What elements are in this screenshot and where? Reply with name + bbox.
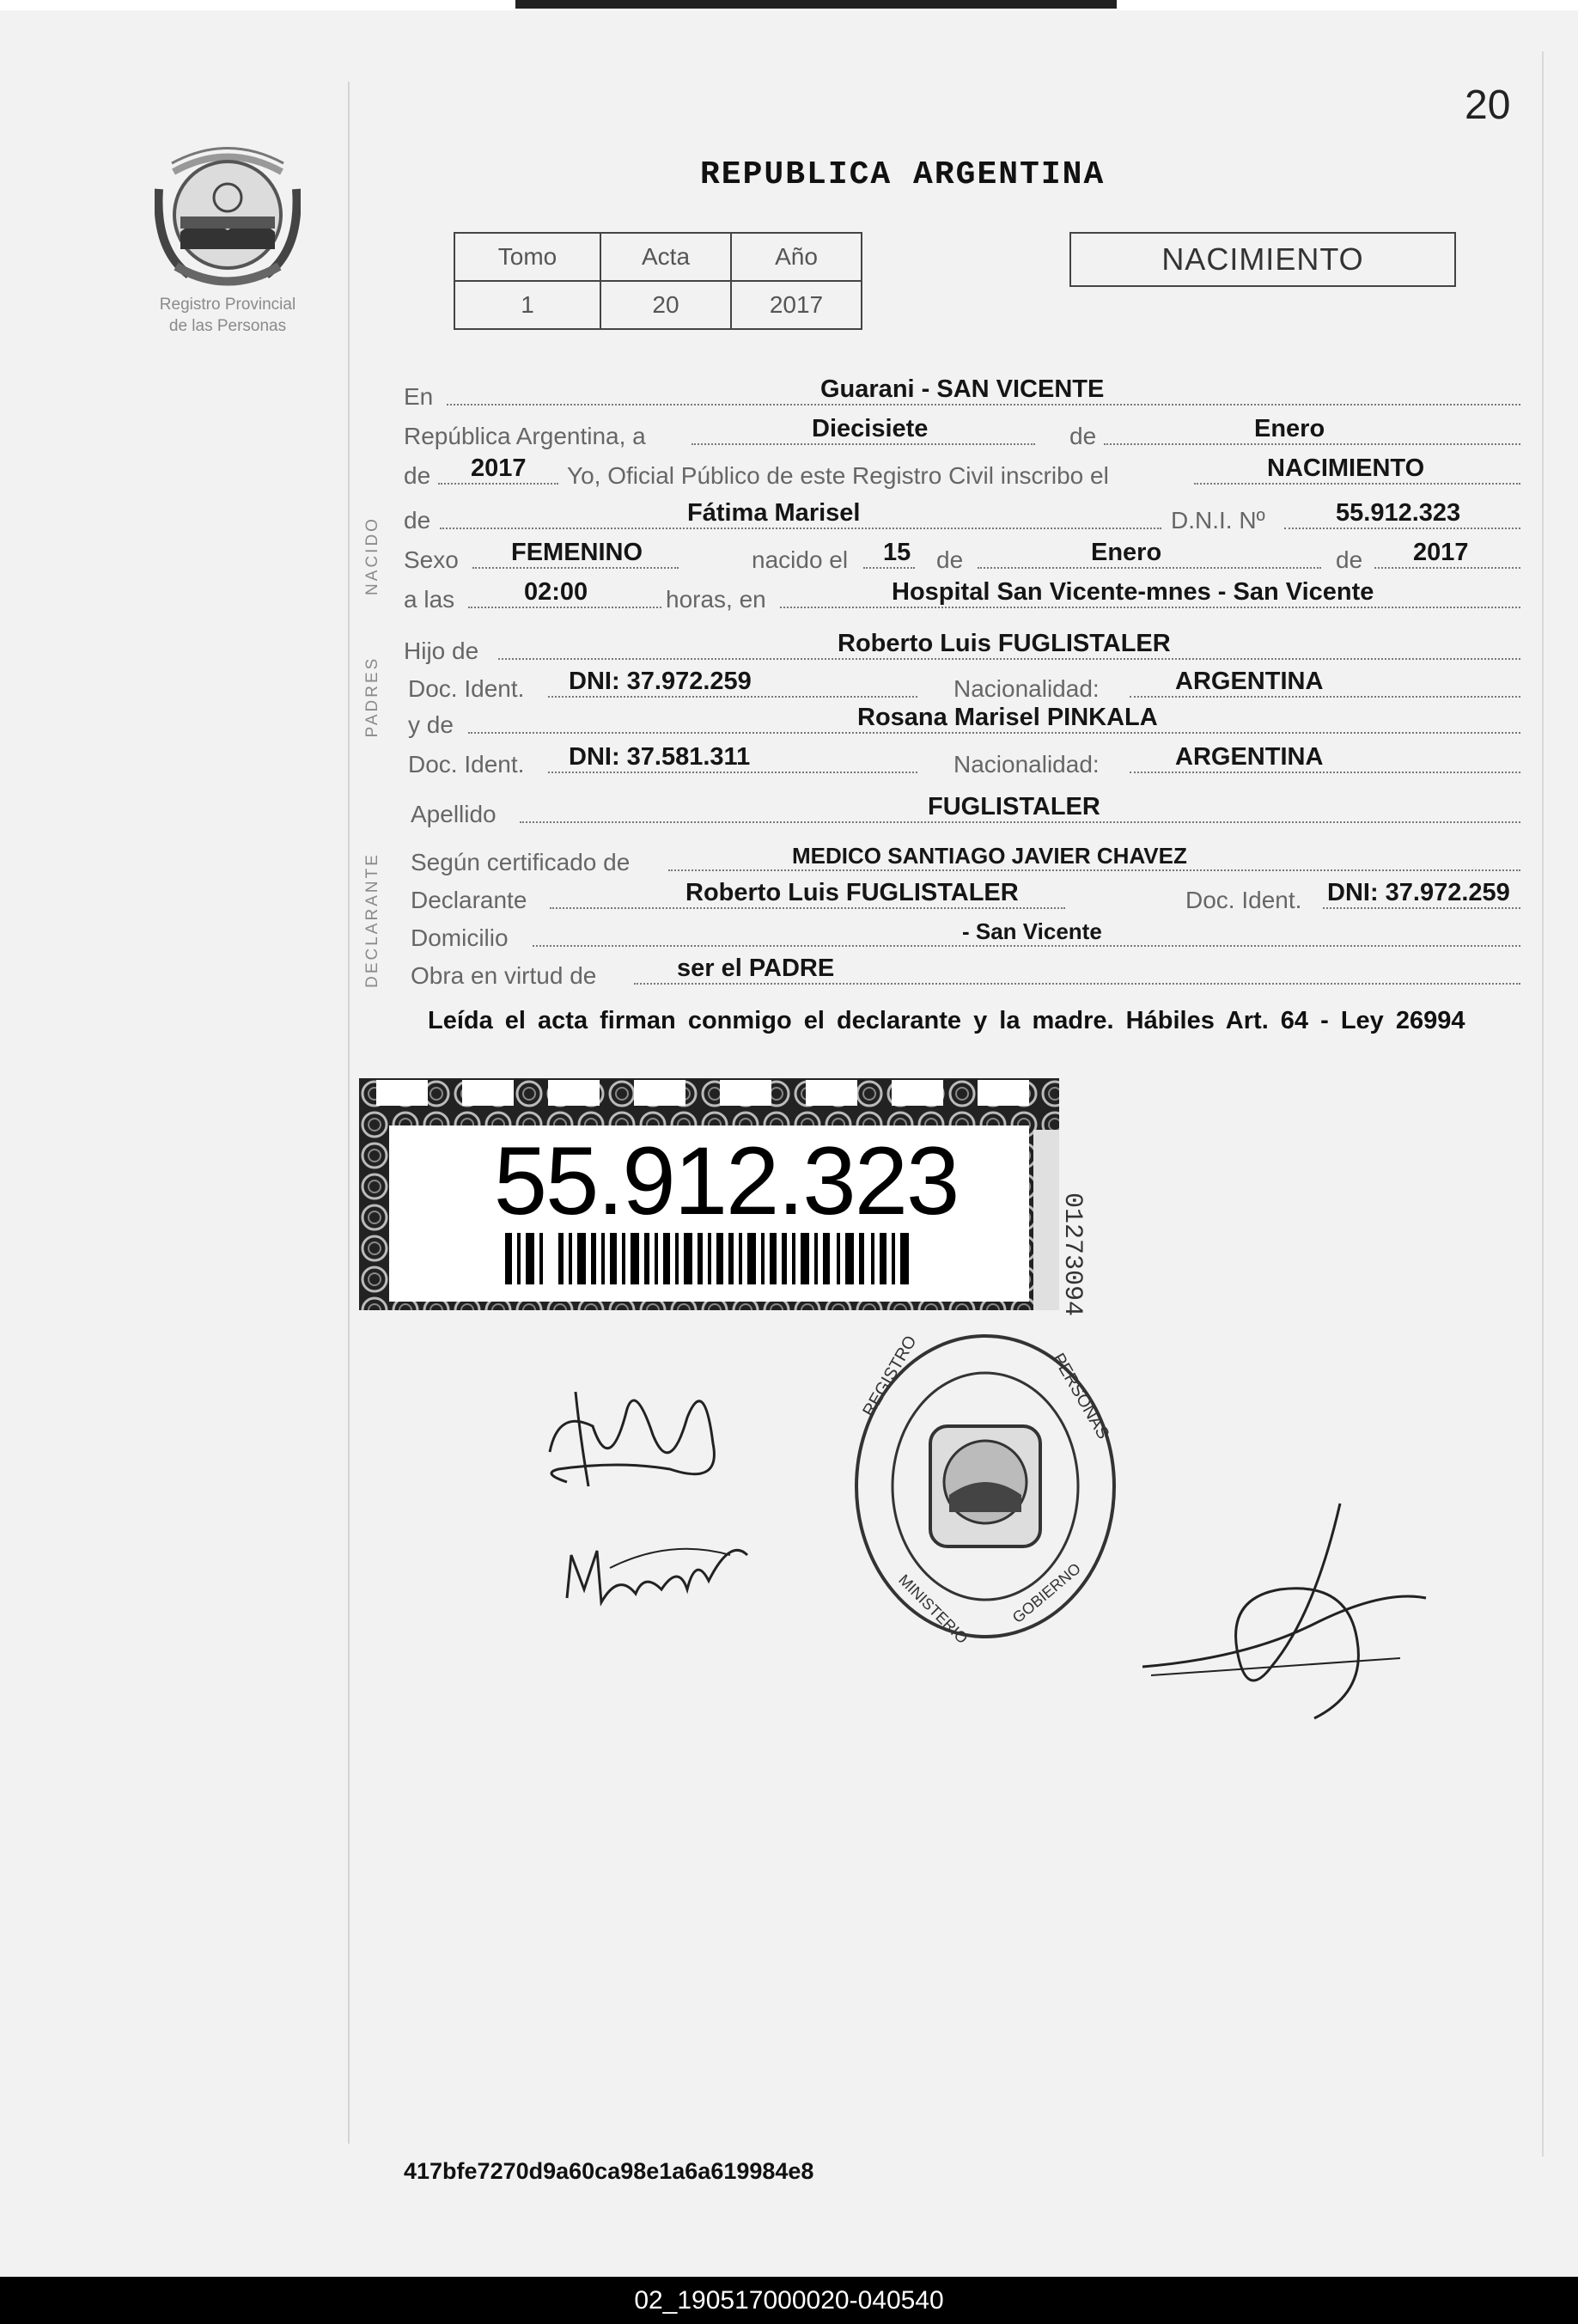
dotted-line: [692, 443, 1035, 445]
row-certificado: [404, 840, 1520, 876]
document-hash: 417bfe7270d9a60ca98e1a6a619984e8: [404, 2158, 814, 2184]
value-madre-nac: ARGENTINA: [1175, 743, 1324, 771]
tomo-header: Tomo: [454, 233, 600, 281]
footer-identifier: 02_190517000020-040540: [0, 2277, 1578, 2324]
svg-text:MINISTERIO: MINISTERIO: [895, 1571, 972, 1648]
value-mes: Enero: [1254, 415, 1325, 442]
dotted-line: [634, 983, 1520, 985]
row-sexo: [404, 538, 1520, 574]
acta-header: Acta: [600, 233, 731, 281]
svg-text:PERSONAS: PERSONAS: [1048, 1350, 1113, 1443]
label-dni: D.N.I. Nº: [1171, 507, 1265, 534]
label-doc-ident-padre: Doc. Ident.: [408, 675, 525, 702]
sticker-code: 01273094: [1057, 1192, 1087, 1317]
dotted-line: [468, 607, 661, 608]
registry-seal-icon: [846, 1306, 1125, 1650]
dotted-line: [1130, 696, 1520, 698]
label-apellido: Apellido: [411, 801, 497, 827]
value-padre-doc: DNI: 37.972.259: [569, 668, 752, 695]
label-domicilio: Domicilio: [411, 924, 509, 951]
emblem-caption-line1: Registro Provincial: [159, 296, 296, 314]
dotted-line: [498, 658, 1520, 660]
label-y-de: y de: [408, 711, 454, 738]
dotted-line: [1130, 772, 1520, 773]
label-segun: Según certificado de: [411, 849, 631, 875]
dotted-line: [780, 607, 1520, 608]
dotted-line: [548, 772, 917, 773]
emblem-caption: [129, 294, 326, 337]
value-padre: Roberto Luis FUGLISTALER: [838, 630, 1171, 657]
table-header-row: [454, 233, 862, 281]
sticker-dni-number: 55.912.323: [493, 1127, 959, 1235]
label-de-anio: de: [404, 462, 431, 489]
dotted-line: [1374, 567, 1520, 569]
value-anio: 2017: [471, 454, 527, 482]
dotted-line: [520, 821, 1520, 823]
value-dni: 55.912.323: [1336, 499, 1461, 527]
signature-madre: [558, 1521, 756, 1615]
closing-text: Leída el acta firman conmigo el declarante y la madre. Hábiles Art. 64 - Ley 26994: [428, 1007, 1465, 1034]
row-oficial: [404, 454, 1520, 490]
row-obra: [404, 954, 1520, 990]
label-hijo-de: Hijo de: [404, 637, 479, 664]
signature-declarante: [541, 1375, 730, 1495]
label-declarante: Declarante: [411, 887, 527, 913]
label-a-las: a las: [404, 586, 455, 613]
dotted-line: [533, 945, 1520, 947]
row-domicilio: [404, 916, 1520, 952]
page-tab: [515, 0, 1117, 9]
row-apellido: [404, 792, 1520, 828]
row-padre-doc: [404, 667, 1520, 703]
dotted-line: [668, 869, 1520, 871]
row-declarante: [404, 878, 1520, 914]
row-hora: [404, 577, 1520, 613]
label-de-nombre: de: [404, 507, 431, 534]
row-en: [404, 375, 1520, 411]
dotted-line: [978, 567, 1321, 569]
dotted-line: [548, 696, 917, 698]
section-padres-label: PADRES: [363, 656, 381, 738]
label-nacionalidad-padre: Nacionalidad:: [954, 675, 1100, 702]
value-lugar: Guarani - SAN VICENTE: [820, 375, 1105, 403]
dotted-line: [447, 404, 1520, 406]
top-strip: [0, 0, 1578, 10]
page-number: 20: [1465, 82, 1511, 128]
value-obra: ser el PADRE: [677, 955, 835, 982]
provincial-emblem-icon: [155, 137, 301, 292]
value-padre-nac: ARGENTINA: [1175, 668, 1324, 695]
svg-text:GOBIERNO: GOBIERNO: [1008, 1559, 1084, 1627]
label-doc-ident-decl: Doc. Ident.: [1185, 887, 1302, 913]
row-nombre: [404, 498, 1520, 534]
dotted-line: [1194, 483, 1520, 485]
label-oficial: Yo, Oficial Público de este Registro Civil inscribo el: [567, 462, 1109, 489]
label-nacido-el: nacido el: [752, 546, 849, 573]
dotted-line: [1284, 528, 1520, 529]
dotted-line: [468, 732, 1520, 734]
value-madre-doc: DNI: 37.581.311: [569, 743, 751, 771]
dotted-line: [1104, 443, 1520, 445]
label-horas-en: horas, en: [666, 586, 766, 613]
tomo-value: 1: [454, 281, 600, 329]
value-certificado: MEDICO SANTIAGO JAVIER CHAVEZ: [792, 843, 1187, 869]
value-inscripcion: NACIMIENTO: [1267, 454, 1425, 482]
dotted-line: [863, 567, 915, 569]
value-nac-dia: 15: [883, 539, 911, 566]
right-edge-line: [1542, 52, 1544, 2156]
row-madre-doc: [404, 742, 1520, 778]
label-doc-ident-madre: Doc. Ident.: [408, 751, 525, 778]
anio-value: 2017: [731, 281, 862, 329]
value-apellido: FUGLISTALER: [928, 793, 1100, 820]
label-republica: República Argentina, a: [404, 423, 646, 449]
value-nac-mes: Enero: [1091, 539, 1162, 566]
label-de-anio2: de: [1336, 546, 1363, 573]
svg-text:REGISTRO: REGISTRO: [859, 1333, 921, 1420]
row-padre: [404, 629, 1520, 665]
value-madre: Rosana Marisel PINKALA: [857, 704, 1158, 731]
label-sexo: Sexo: [404, 546, 459, 573]
label-nacionalidad-madre: Nacionalidad:: [954, 751, 1100, 778]
dotted-line: [550, 907, 1065, 909]
value-declarante: Roberto Luis FUGLISTALER: [685, 879, 1019, 906]
value-declarante-doc: DNI: 37.972.259: [1327, 879, 1510, 906]
value-hora: 02:00: [524, 578, 588, 606]
table-value-row: [454, 281, 862, 329]
label-en: En: [404, 383, 434, 410]
label-de-mes: de: [1069, 423, 1097, 449]
registry-table: [454, 232, 862, 330]
dotted-line: [440, 528, 1161, 529]
dotted-line: [438, 483, 558, 485]
country-title: REPUBLICA ARGENTINA: [700, 156, 1106, 193]
value-sexo: FEMENINO: [511, 539, 643, 566]
dotted-line: [1323, 907, 1520, 909]
record-type-box: NACIMIENTO: [1069, 232, 1456, 287]
margin-line: [348, 82, 350, 2144]
label-de-dia: de: [936, 546, 964, 573]
dotted-line: [472, 567, 679, 569]
value-nombre: Fátima Marisel: [687, 499, 861, 527]
label-obra: Obra en virtud de: [411, 962, 597, 989]
anio-header: Año: [731, 233, 862, 281]
row-republica: [404, 414, 1520, 450]
section-nacido-label: NACIDO: [363, 516, 381, 595]
value-dia-letras: Diecisiete: [812, 415, 929, 442]
value-lugar-nacimiento: Hospital San Vicente-mnes - San Vicente: [892, 578, 1374, 606]
signature-oficial: [1142, 1495, 1435, 1727]
row-madre: [404, 703, 1520, 739]
value-domicilio: - San Vicente: [962, 918, 1102, 944]
value-nac-anio: 2017: [1413, 539, 1469, 566]
acta-value: 20: [600, 281, 731, 329]
emblem-caption-line2: de las Personas: [168, 317, 287, 335]
section-declarante-label: DECLARANTE: [363, 852, 381, 988]
